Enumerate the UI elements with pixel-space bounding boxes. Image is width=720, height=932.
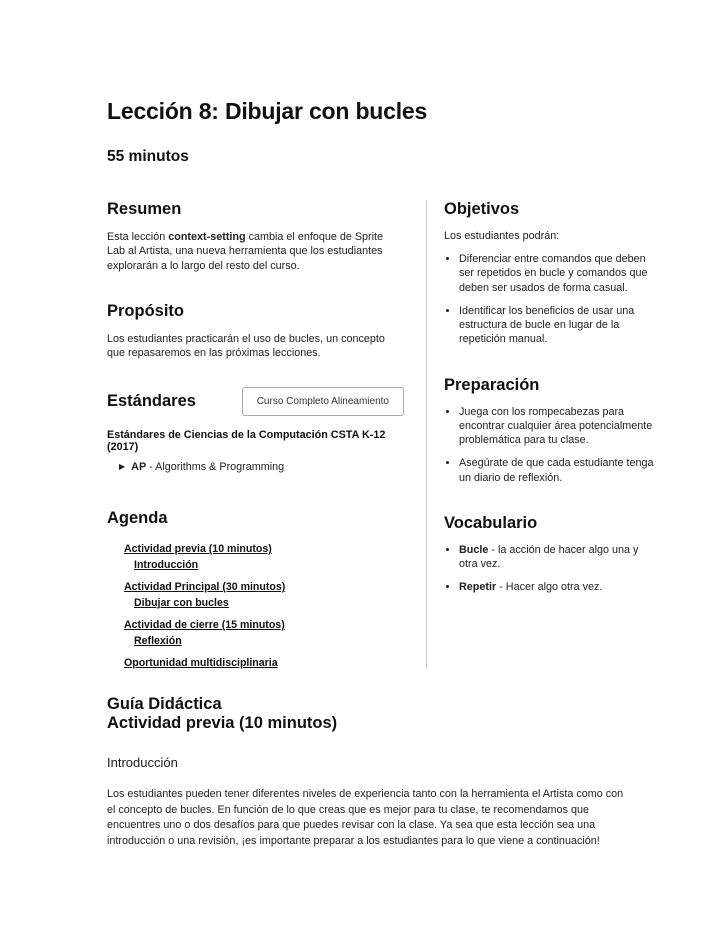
- standards-category-code: AP: [131, 461, 147, 474]
- right-column: [426, 200, 660, 669]
- vocabulary-list: [459, 543, 660, 595]
- purpose-heading: Propósito: [107, 301, 184, 320]
- agenda-link-multidisciplinary[interactable]: Oportunidad multidisciplinaria: [124, 657, 278, 670]
- agenda-link-reflection[interactable]: Reflexión: [134, 635, 182, 648]
- agenda-link-introduction[interactable]: Introducción: [134, 559, 199, 572]
- preparation-heading: Preparación: [444, 375, 540, 394]
- vocab-term: Repetir: [459, 581, 497, 594]
- preparation-list: [459, 405, 660, 485]
- two-column-layout: [107, 200, 660, 669]
- overview-text-post: cambia el enfoque de Sprite Lab al Artista, una nueva herramienta que los estudiantes explorarán a lo largo del resto del curso.: [107, 231, 384, 272]
- overview-text-pre: Esta lección: [107, 231, 169, 243]
- vocabulary-heading: Vocabulario: [444, 513, 538, 532]
- objectives-intro: Los estudiantes podrán:: [444, 230, 560, 242]
- full-course-alignment-button[interactable]: Curso Completo Alineamiento: [242, 387, 404, 416]
- standards-category-name: - Algorithms & Programming: [146, 461, 285, 474]
- agenda-list: [124, 543, 404, 669]
- vocab-definition: - Hacer algo otra vez.: [496, 581, 603, 594]
- introduction-subheading: Introducción: [107, 755, 178, 771]
- standards-category-expander[interactable]: [119, 461, 404, 473]
- agenda-heading: Agenda: [107, 509, 168, 528]
- page-title: Lección 8: Dibujar con bucles: [107, 98, 428, 124]
- teaching-guide-heading: Guía Didáctica: [107, 695, 222, 714]
- standards-heading: Estándares: [107, 392, 196, 411]
- teaching-guide-section: [107, 695, 660, 849]
- standards-framework-title: Estándares de Ciencias de la Computación CSTA K-12 (2017): [107, 429, 386, 454]
- objective-item: • Diferenciar entre comandos que deben ser repetidos en bucle y comandos que deben ser usados de forma casual.: [459, 252, 660, 295]
- preparation-section: [444, 376, 660, 485]
- warmup-activity-heading: Actividad previa (10 minutos): [107, 714, 338, 733]
- agenda-section: [107, 509, 404, 669]
- preparation-item: • Juega con los rompecabezas para encontrar cualquier área potencialmente problemática para tu clase.: [459, 405, 660, 448]
- vocab-term: Bucle: [459, 543, 489, 556]
- vocab-definition: - la acción de hacer algo una y otra vez.: [459, 543, 639, 570]
- left-column: [107, 200, 426, 669]
- purpose-text: Los estudiantes practicarán el uso de bucles, un concepto que repasaremos en las próximas lecciones.: [107, 332, 385, 359]
- standards-header-row: [107, 387, 404, 416]
- introduction-paragraph: Los estudiantes pueden tener diferentes niveles de experiencia tanto con la herramienta el Artista como con el concepto de bucles. En función de lo que creas que es mejor para tu clase, te recomendamos que encuentres uno o dos desafíos para que puedes revisar con la clase. Ya sea que esta lección sea una introducción o una revisión, ¡es importante preparar a los estudiantes para lo que viene a continuación!: [107, 788, 624, 847]
- vocab-item: [459, 543, 660, 572]
- preparation-item: • Asegúrate de que cada estudiante tenga un diario de reflexión.: [459, 456, 660, 485]
- objectives-list: [459, 252, 660, 347]
- agenda-link-wrapup[interactable]: Actividad de cierre (15 minutos): [124, 619, 285, 632]
- overview-heading: Resumen: [107, 200, 182, 218]
- agenda-link-draw-with-loops[interactable]: Dibujar con bucles: [134, 597, 229, 610]
- agenda-link-main-activity[interactable]: Actividad Principal (30 minutos): [124, 581, 286, 594]
- purpose-section: [107, 302, 404, 361]
- objectives-heading: Objetivos: [444, 200, 520, 218]
- overview-text-bold: context-setting: [168, 231, 246, 243]
- vocab-item: [459, 580, 660, 594]
- overview-text: [107, 230, 404, 273]
- standards-category-label: [131, 461, 284, 473]
- objectives-section: [444, 200, 660, 347]
- objective-item: • Identificar los beneficios de usar una estructura de bucle en lugar de la repetición manual.: [459, 304, 660, 347]
- lesson-duration: 55 minutos: [107, 148, 189, 165]
- agenda-link-warmup[interactable]: Actividad previa (10 minutos): [124, 543, 272, 556]
- expander-triangle-icon: ▶: [119, 462, 126, 472]
- standards-section: [107, 387, 404, 473]
- overview-section: [107, 200, 404, 273]
- vocabulary-section: [444, 514, 660, 595]
